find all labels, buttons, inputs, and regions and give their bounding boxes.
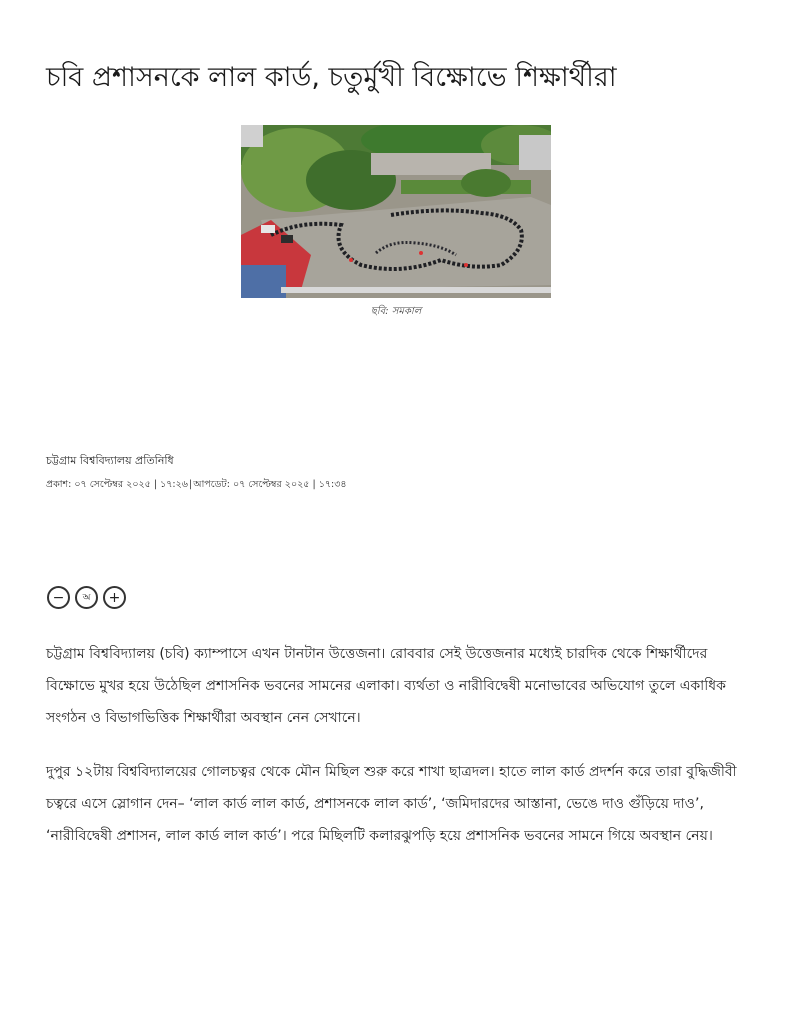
photo-caption: ছবি: সমকাল [370, 306, 422, 317]
reset-font-button[interactable]: অ [75, 586, 98, 609]
article-timestamps [46, 477, 347, 493]
article-paragraph: চট্টগ্রাম বিশ্ববিদ্যালয় (চবি) ক্যাম্পাসে এখন টানটান উত্তেজনা। রোববার সেই উত্তেজনার মধ্যেই চারদিক থেকে শিক্ষার্থীদের বিক্ষোভে মুখর হয়ে উঠেছিল প্রশাসনিক ভবনের সামনের এলাকা। ব্যর্থতা ও নারীবিদ্বেষী মনোভাবের অভিযোগ তুলে একাধিক সংগঠন ও বিভাগভিত্তিক শিক্ষার্থীরা অবস্থান নেন সেখানে। [46, 646, 726, 726]
published-time: প্রকাশ: ০৭ সেপ্টেম্বর ২০২৫ | ১৭:২৬ [46, 479, 188, 490]
decrease-font-button[interactable]: − [47, 586, 70, 609]
article-paragraph: দুপুর ১২টায় বিশ্ববিদ্যালয়ের গোলচত্বর থেকে মৌন মিছিল শুরু করে শাখা ছাত্রদল। হাতে লাল কার্ড প্রদর্শন করে তারা বুদ্ধিজীবী চত্বরে এসে স্লোগান দেন– ‘লাল কার্ড লাল কার্ড, প্রশাসনকে লাল কার্ড’, ‘জমিদারদের আস্তানা, ভেঙে দাও গুঁড়িয়ে দাও’, ‘নারীবিদ্বেষী প্রশাসন, লাল কার্ড লাল কার্ড’। পরে মিছিলটি কলারঝুপড়ি হয়ে প্রশাসনিক ভবনের সামনে গিয়ে অবস্থান নেয়। [46, 764, 737, 844]
reporter-byline: চট্টগ্রাম বিশ্ববিদ্যালয় প্রতিনিধি [46, 454, 174, 467]
font-size-controls [47, 586, 126, 609]
article-headline: চবি প্রশাসনকে লাল কার্ড, চতুর্মুখী বিক্ষোভে শিক্ষার্থীরা [46, 62, 617, 93]
article-body [46, 638, 751, 874]
photo-icon [241, 125, 551, 298]
increase-font-button[interactable]: + [103, 586, 126, 609]
timestamp-separator: | [189, 479, 193, 490]
updated-time: আপডেট: ০৭ সেপ্টেম্বর ২০২৫ | ১৭:৩৪ [193, 479, 347, 490]
article-photo [241, 125, 551, 298]
